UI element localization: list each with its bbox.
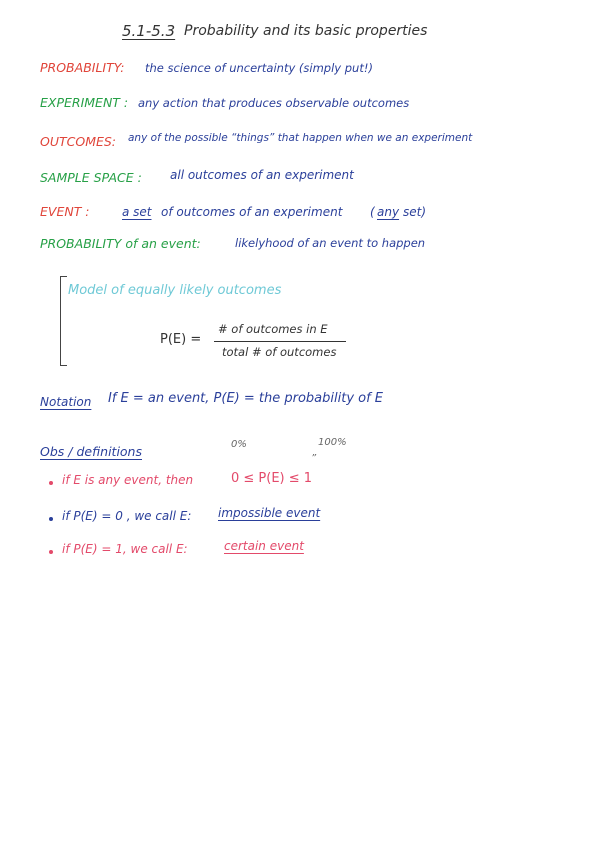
term-outcomes: OUTCOMES:: [40, 134, 117, 149]
page-title: Probability and its basic properties: [184, 23, 428, 39]
definition-event-note-rest: set): [403, 205, 427, 219]
formula-denominator: total # of outcomes: [222, 345, 337, 359]
definition-event-note-open: (: [370, 205, 375, 219]
definition-experiment: any action that produces observable outcomes: [138, 96, 410, 110]
definition-event-a-set: a set: [122, 205, 152, 219]
obs-item-2-underlined: impossible event: [218, 506, 321, 520]
model-bracket: [60, 276, 67, 366]
obs-item-1-text: if E is any event, then: [62, 473, 194, 487]
formula-lhs: P(E) =: [160, 332, 202, 347]
annotation-hundred-percent: 100%: [318, 437, 347, 448]
obs-item-2-text: if P(E) = 0 , we call E:: [62, 509, 192, 523]
bullet-3: [49, 550, 53, 554]
definition-probability-of-event: likelyhood of an event to happen: [235, 236, 426, 250]
notation-label: Notation: [40, 395, 92, 409]
annotation-zero-percent: 0%: [231, 439, 247, 450]
model-title: Model of equally likely outcomes: [68, 283, 282, 298]
obs-item-3-text: if P(E) = 1, we call E:: [62, 542, 188, 556]
obs-item-3-underlined: certain event: [224, 539, 304, 553]
annotation-quote-mark: ”: [311, 453, 317, 464]
definition-event: of outcomes of an experiment: [161, 205, 343, 219]
fraction-bar: [214, 341, 346, 342]
term-event: EVENT :: [40, 204, 90, 219]
notation-text: If E = an event, P(E) = the probability of E: [108, 391, 384, 406]
bullet-1: [49, 481, 53, 485]
obs-heading: Obs / definitions: [40, 444, 142, 459]
definition-sample-space: all outcomes of an experiment: [170, 168, 354, 182]
bullet-2: [49, 517, 53, 521]
definition-outcomes: any of the possible “things” that happen when we an experiment: [128, 132, 473, 144]
term-sample-space: SAMPLE SPACE :: [40, 170, 142, 185]
term-experiment: EXPERIMENT :: [40, 95, 129, 110]
term-probability-of-event: PROBABILITY of an event:: [40, 236, 201, 251]
term-probability: PROBABILITY:: [40, 60, 125, 75]
definition-probability: the science of uncertainty (simply put!): [145, 61, 373, 75]
definition-event-note-any: any: [377, 205, 400, 219]
section-number: 5.1-5.3: [122, 22, 176, 40]
formula-numerator: # of outcomes in E: [218, 322, 328, 336]
obs-item-1-math: 0 ≤ P(E) ≤ 1: [231, 471, 313, 486]
